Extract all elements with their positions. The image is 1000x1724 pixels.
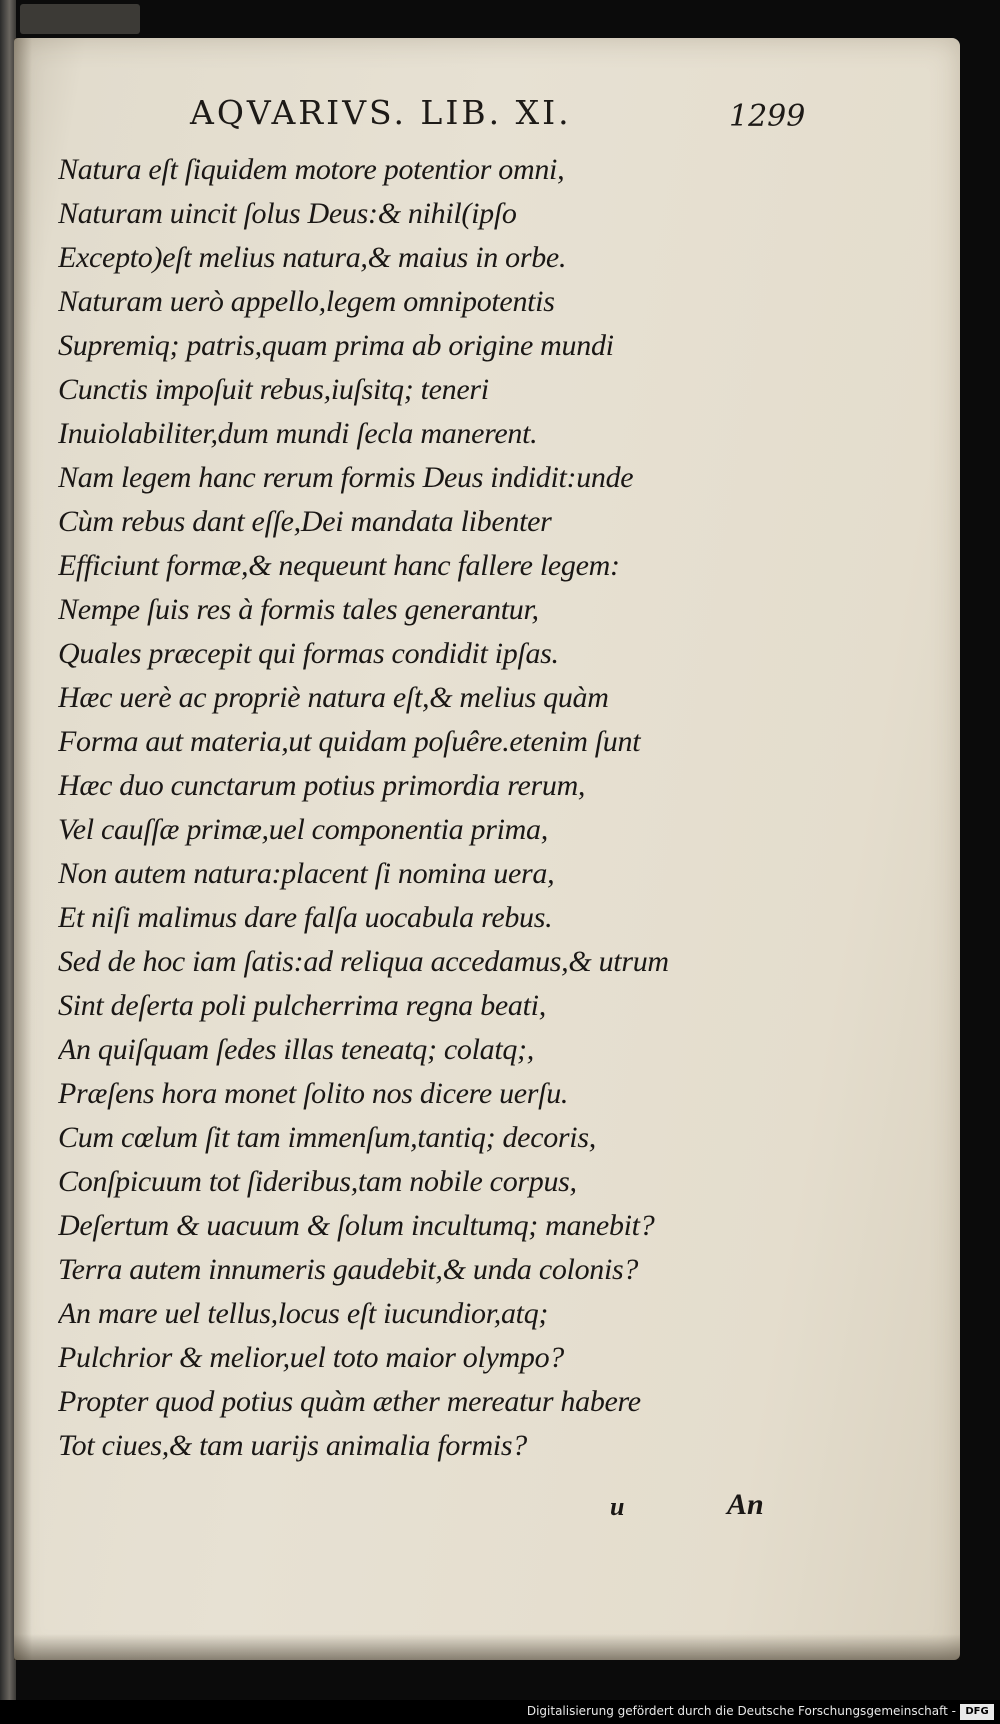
running-head [176,87,826,141]
verse-line: Hæc uerè ac propriè natura eſt,& melius quàm [58,681,609,714]
footer-bar [0,1700,1000,1724]
verse-line: Cunctis impoſuit rebus,iuſsitq; teneri [58,373,489,406]
page-gutter-shadow [14,38,32,1660]
verse-line: Hæc duo cunctarum potius primordia rerum, [58,769,586,802]
dfg-logo-icon: DFG [960,1704,994,1720]
signature-mark: u [610,1492,625,1521]
verse-line: Inuiolabiliter,dum mundi ſecla manerent. [58,417,538,450]
verse-line: Excepto)eſt melius natura,& maius in orbe. [58,241,567,274]
verse-line: Cum cœlum ſit tam immenſum,tantiq; decoris, [58,1121,596,1154]
verse-line: Sint deſerta poli pulcherrima regna beati, [58,989,546,1022]
verse-line: Propter quod potius quàm æther mereatur habere [58,1385,641,1418]
verse-line: Præſens hora monet ſolito nos dicere uerſu. [58,1077,569,1110]
verse-line: An mare uel tellus,locus eſt iucundior,atq; [58,1297,549,1330]
verse-line: Nam legem hanc rerum formis Deus indidit:unde [58,461,634,494]
verse-line: Forma aut materia,ut quidam poſuêre.etenim ſunt [58,725,641,758]
verse-line: Et niſi malimus dare falſa uocabula rebus. [58,901,553,934]
funding-notice: Digitalisierung gefördert durch die Deutsche Forschungsgemeinschaft - [526,1704,956,1718]
verse-line: Natura eſt ſiquidem motore potentior omni, [58,153,565,186]
verse-line: Naturam uincit ſolus Deus:& nihil(ipſo [58,197,517,230]
verse-line: Cùm rebus dant eſſe,Dei mandata libenter [58,505,552,538]
catchword: An [727,1488,764,1521]
verse-line: Supremiq; patris,quam prima ab origine mundi [58,329,614,362]
page-number: 1299 [729,99,806,134]
verse-text [58,148,918,1468]
verse-line: An quiſquam ſedes illas teneatq; colatq;, [58,1033,534,1066]
page-bottom-shadow [14,1634,960,1660]
verse-line: Quales præcepit qui formas condidit ipſas. [58,637,559,670]
verse-line: Sed de hoc iam ſatis:ad reliqua accedamus,& utrum [58,945,669,978]
verse-line: Naturam uerò appello,legem omnipotentis [58,285,555,318]
verse-line: Pulchrior & melior,uel toto maior olympo? [58,1341,565,1374]
verse-line: Nempe ſuis res à formis tales generantur, [58,593,539,626]
running-head-title: AQVARIVS. LIB. XI. [190,93,572,132]
verse-line: Terra autem innumeris gaudebit,& unda colonis? [58,1253,639,1286]
scan-tab [20,4,140,34]
verse-line: Non autem natura:placent ſi nomina uera, [58,857,555,890]
verse-line: Tot ciues,& tam uarijs animalia formis? [58,1429,527,1462]
verse-line: Conſpicuum tot ſideribus,tam nobile corpus, [58,1165,577,1198]
verse-line: Deſertum & uacuum & ſolum incultumq; manebit? [58,1209,655,1242]
verse-line: Vel cauſſæ primæ,uel componentia prima, [58,813,548,846]
verse-line: Efficiunt formæ,& nequeunt hanc fallere legem: [58,549,620,582]
